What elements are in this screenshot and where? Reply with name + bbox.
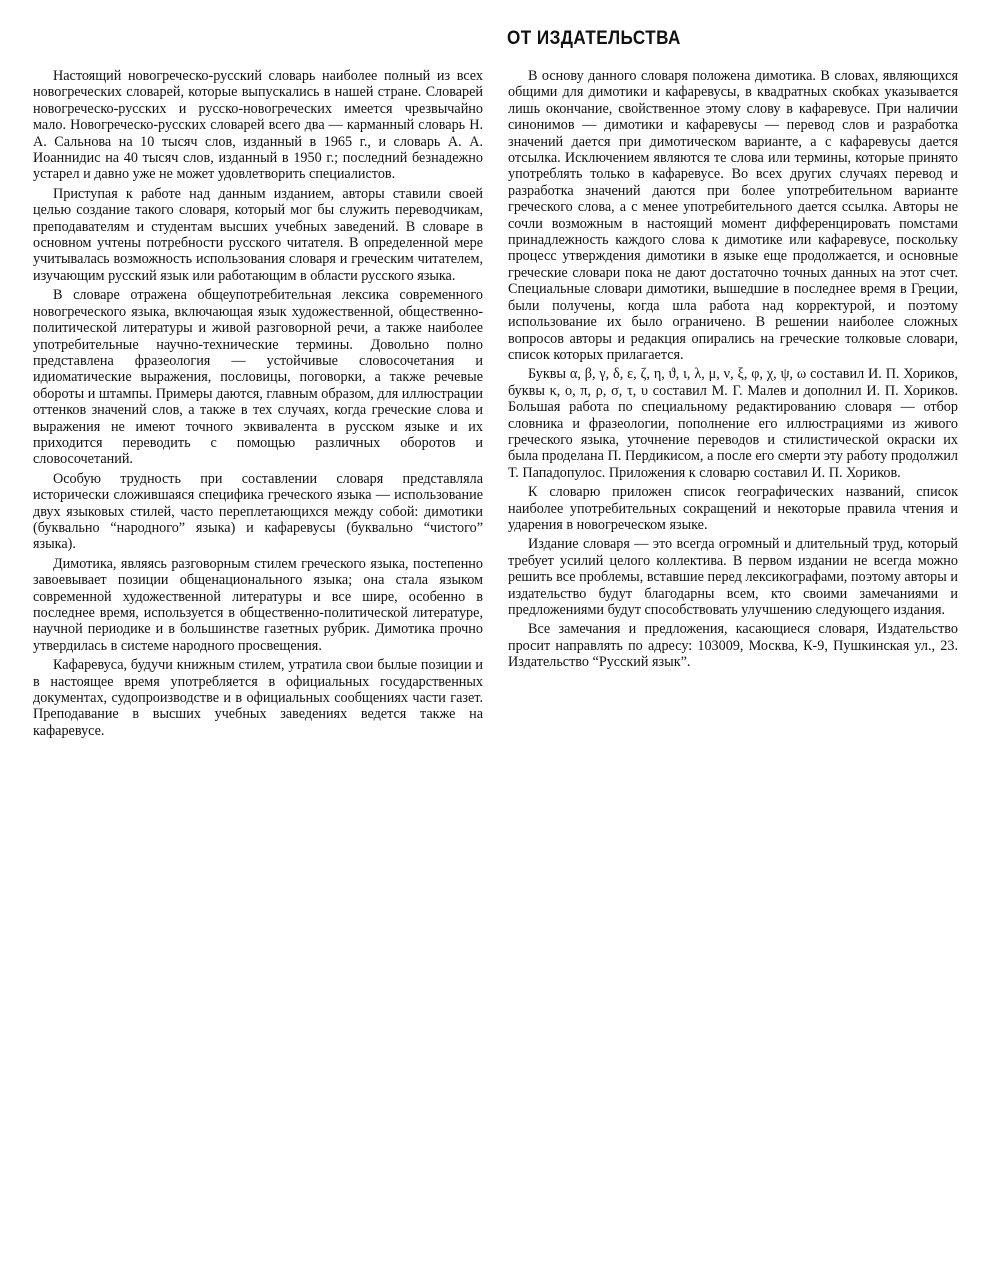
paragraph: Настоящий новогреческо-русский словарь наиболее полный из всех новогреческих словарей, которые выпускались в нашей стране. Словарей новогреческо-русских и русско-новогреческих имеется чрезвычайно мало. Новогреческо-русских словарей всего два — карманный словарь Н. А. Сальнова на 10 тысяч слов, изданный в 1965 г., и словарь А. А. Иоаннидис на 40 тысяч слов, изданный в 1950 г.; последний безнадежно устарел и давно уже не может удовлетворить специалистов.: [33, 68, 483, 183]
page-title: ОТ ИЗДАТЕЛЬСТВА: [507, 28, 681, 49]
paragraph: К словарю приложен список географических названий, список наиболее употребительных сокращений и некоторые правила чтения и ударения в новогреческом языке.: [508, 484, 958, 533]
paragraph: Все замечания и предложения, касающиеся словаря, Издательство просит направлять по адресу: 103009, Москва, К-9, Пушкинская ул., 23. Издательство “Русский язык”.: [508, 621, 958, 671]
paragraph: Особую трудность при составлении словаря представляла исторически сложившаяся специфика греческого языка — использование двух языковых стилей, часто переплетающихся между собой: димотики (буквально “народного” языка) и кафаревусы (буквально “чистого” языка).: [33, 470, 483, 553]
paragraph: Кафаревуса, будучи книжным стилем, утратила свои былые позиции и в настоящее время употребляется в официальных государственных документах, судопроизводстве и в официальных сообщениях части газет. Преподавание в высших учебных заведениях ведется также на кафаревусе.: [33, 657, 483, 739]
paragraph: Димотика, являясь разговорным стилем греческого языка, постепенно завоевывает позиции общенационального языка; она стала языком современной художественной литературы и все шире, особенно в последнее время, используется в общественно-политической литературе, научной периодике и в большинстве газетных рубрик. Димотика прочно утвердилась в системе народного просвещения.: [33, 555, 483, 654]
right-column: [508, 68, 958, 674]
paragraph: Издание словаря — это всегда огромный и длительный труд, который требует усилий целого коллектива. В первом издании не всегда можно решить все проблемы, вставшие перед лексикографами, поэтому авторы и издательство будут благодарны всем, кто своими замечаниями и предложениями будут способствовать улучшению следующего издания.: [508, 536, 958, 618]
paragraph: В словаре отражена общеупотребительная лексика современного новогреческого языка, включающая язык художественной, общественно-политической литературы и живой разговорной речи, а также наиболее употребительные научно-технические термины. Довольно полно представлена фразеология — устойчивые словосочетания и идиоматические выражения, пословицы, поговорки, а также речевые обороты и штампы. Примеры даются, главным образом, для иллюстрации оттенков значений слов, а также в тех случаях, когда греческие слова и выражения не имеют точного эквивалента в русском языке и их приходится переводить с помощью различных оборотов и словосочетаний.: [33, 287, 483, 468]
left-column: [33, 68, 483, 742]
paragraph: В основу данного словаря положена димотика. В словах, являющихся общими для димотики и кафаревусы, в квадратных скобках указывается лишь окончание, свойственное этому слову в кафаревусе. При наличии синонимов — димотики и кафаревусы — перевод слов и разработка значений дается при димотическом варианте, а с кафаревусы дается отсылка. Исключением являются те слова или термины, которые принято употреблять только в кафаревусе. Во всех других случаях перевод и разработка значений даются при более употребительном варианте греческого слова, а с менее употребительного дается ссылка. Авторы не сочли возможным в настоящий момент дифференцировать помстами принадлежность каждого слова к димотике или кафаревусе, поскольку процесс утверждения димотики в языке еще продолжается, и основные греческие словари пока не дают достаточно точных данных на этот счет. Специальные словари димотики, вышедшие в последнее время в Греции, были получены, когда шла работа над корректурой, и поэтому использование их было ограничено. В решении наиболее сложных вопросов авторы и редакция опирались на греческие толковые словари, список которых прилагается.: [508, 68, 958, 363]
paragraph: Приступая к работе над данным изданием, авторы ставили своей целью создание такого словаря, который мог бы служить переводчикам, преподавателям и студентам высших учебных заведений. В словаре в основном учтены потребности русского читателя. В определенной мере учитывалась возможность использования словаря и греческим читателем, изучающим русский язык или работающим в области русского языка.: [33, 185, 483, 284]
paragraph: Буквы α, β, γ, δ, ε, ζ, η, ϑ, ι, λ, μ, ν, ξ, φ, χ, ψ, ω составил И. П. Хориков, буквы κ, ο, π, ρ, σ, τ, υ составил М. Г. Малев и дополнил И. П. Хориков. Большая работа по специальному редактированию словаря — отбор словника и фразеологии, пополнение его иллюстрациями из живого греческого языка, уточнение переводов и стилистической окраски их была проделана П. Пердикисом, а после его смерти эту работу продолжил Т. Пападопулос. Приложения к словарю составил И. П. Хориков.: [508, 366, 958, 481]
